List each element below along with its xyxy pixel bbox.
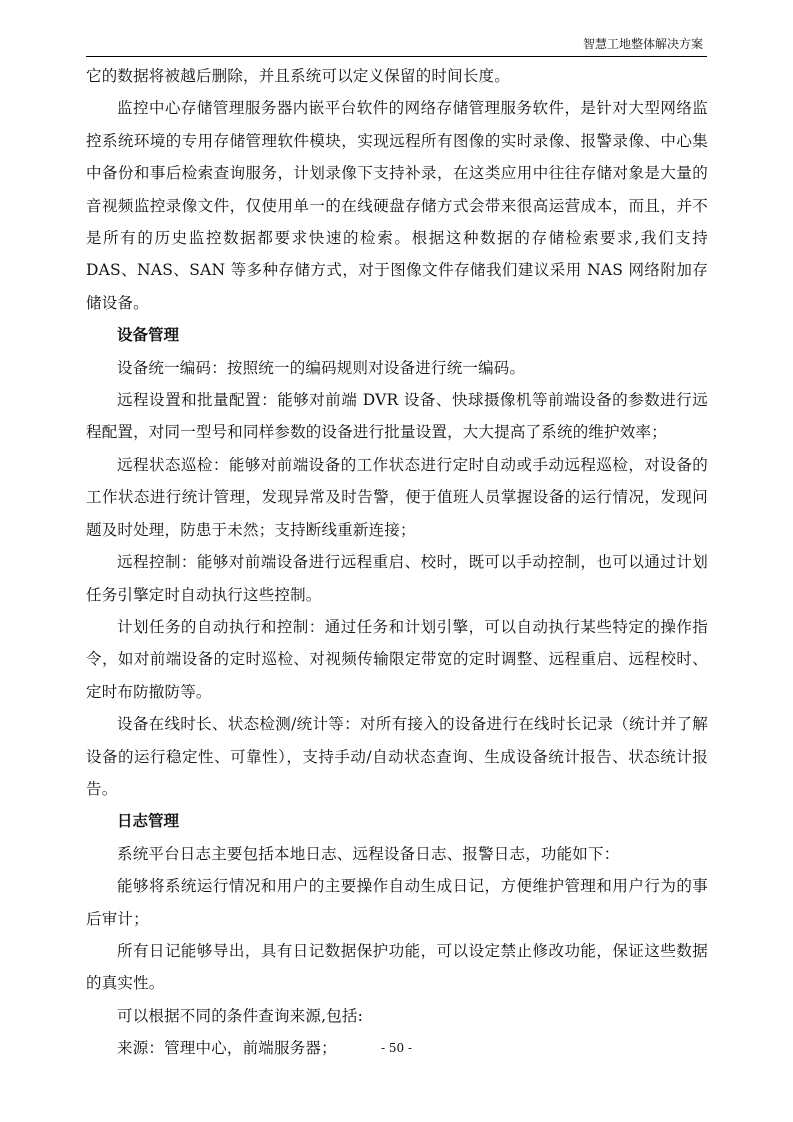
paragraph-device-coding: 设备统一编码：按照统一的编码规则对设备进行统一编码。 — [117, 358, 526, 377]
document-body — [86, 60, 708, 1065]
paragraph-scheduled-tasks: 计划任务的自动执行和控制：通过任务和计划引擎，可以自动执行某些特定的操作指令，如对前端设备的定时巡检、对视频传输限定带宽的定时调整、远程重启、远程校时、定时布防撤防等。 — [86, 617, 708, 701]
paragraph-continuation: 它的数据将被越后删除，并且系统可以定义保留的时间长度。 — [86, 67, 510, 85]
paragraph-remote-config: 远程设置和批量配置：能够对前端 DVR 设备、快球摄像机等前端设备的参数进行远程配置，对同一型号和同样参数的设备进行批量设置，大大提高了系统的维护效率； — [86, 391, 708, 442]
paragraph-source-list: 来源：管理中心，前端服务器； — [117, 1039, 337, 1058]
section-heading-log-management: 日志管理 — [117, 812, 180, 831]
paragraph-online-duration: 设备在线时长、状态检测/统计等：对所有接入的设备进行在线时长记录（统计并了解设备的运行稳定性、可靠性），支持手动/自动状态查询、生成设备统计报告、状态统计报告。 — [86, 715, 708, 798]
paragraph-log-overview: 系统平台日志主要包括本地日志、远程设备日志、报警日志，功能如下： — [117, 844, 620, 863]
page-number: - 50 - — [380, 1041, 412, 1055]
page-header — [86, 36, 707, 57]
paragraph-remote-inspection: 远程状态巡检：能够对前端设备的工作状态进行定时自动或手动远程巡检，对设备的工作状态进行统计管理，发现异常及时告警，便于值班人员掌握设备的运行情况，发现问题及时处理，防患于未然；支持断线重新连接； — [86, 455, 708, 539]
header-title: 智慧工地整体解决方案 — [582, 37, 703, 51]
paragraph-storage-management: 监控中心存储管理服务器内嵌平台软件的网络存储管理服务软件，是针对大型网络监控系统环境的专用存储管理软件模块，实现远程所有图像的实时录像、报警录像、中心集中备份和事后检索查询服务，计划录像下支持补录，在这类应用中往往存储对象是大量的音视频监控录像文件，仅使用单一的在线硬盘存储方式会带来很高运营成本，而且，并不是所有的历史监控数据都要求快速的检索。根据这种数据的存储检索要求,我们支持 DAS、NAS、SAN 等多种存储方式，对于图像文件存储我们建议采用 NAS 网络附加存储设备。 — [86, 99, 708, 312]
paragraph-log-generation: 能够将系统运行情况和用户的主要操作自动生成日记，方便维护管理和用户行为的事后审计； — [86, 877, 708, 928]
paragraph-query-source: 可以根据不同的条件查询来源,包括: — [117, 1006, 364, 1025]
paragraph-remote-control: 远程控制：能够对前端设备进行远程重启、校时，既可以手动控制，也可以通过计划任务引擎定时自动执行这些控制。 — [86, 553, 708, 604]
page-footer — [0, 1040, 793, 1056]
section-heading-device-management: 设备管理 — [117, 326, 180, 345]
paragraph-log-export: 所有日记能够导出，具有日记数据保护功能，可以设定禁止修改功能，保证这些数据的真实性。 — [86, 941, 708, 993]
